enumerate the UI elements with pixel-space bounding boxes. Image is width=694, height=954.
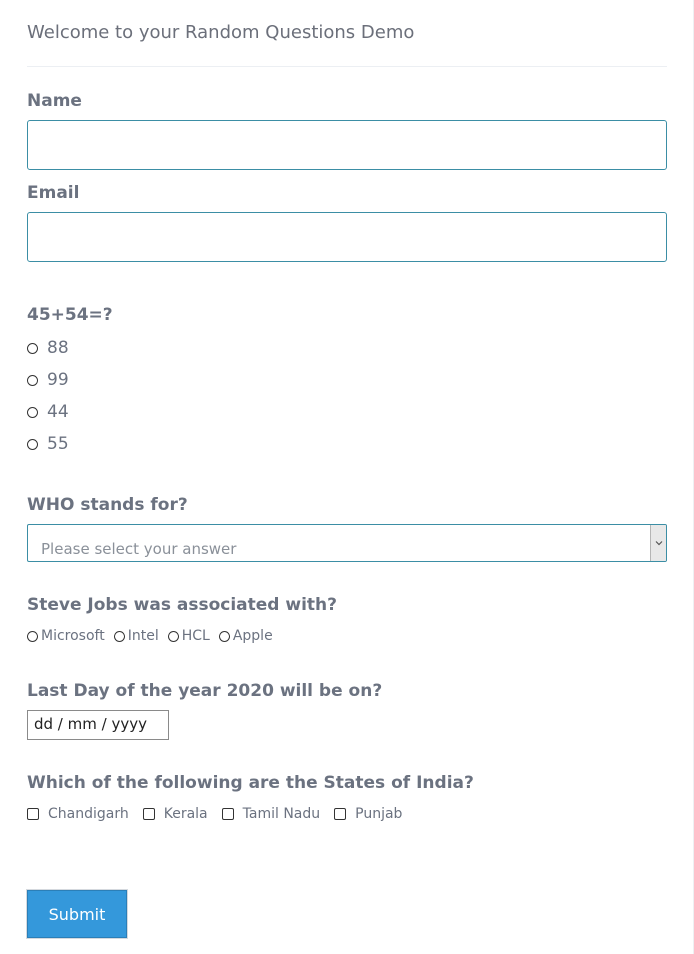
radio-button[interactable]: [27, 407, 38, 418]
page-title: Welcome to your Random Questions Demo: [27, 22, 415, 43]
who-answer-select[interactable]: [27, 524, 667, 562]
radio-button[interactable]: [27, 631, 38, 642]
states-option-kerala[interactable]: [143, 806, 208, 822]
checkbox[interactable]: [222, 808, 234, 820]
option-label: Apple: [232, 628, 273, 644]
email-input[interactable]: [27, 212, 667, 262]
radio-button[interactable]: [27, 439, 38, 450]
math-option-44[interactable]: [27, 402, 69, 422]
jobs-option-hcl[interactable]: [168, 628, 210, 644]
name-label: Name: [27, 91, 82, 111]
option-label: Kerala: [163, 806, 208, 822]
date-question-label: Last Day of the year 2020 will be on?: [27, 681, 383, 701]
radio-button[interactable]: [114, 631, 125, 642]
jobs-options: [27, 626, 282, 646]
option-label: 88: [47, 338, 69, 358]
states-option-punjab[interactable]: [334, 806, 402, 822]
title-divider: [27, 66, 667, 67]
option-label: 99: [47, 370, 69, 390]
name-input[interactable]: [27, 120, 667, 170]
math-option-99[interactable]: [27, 370, 69, 390]
states-question-label: Which of the following are the States of India?: [27, 773, 474, 793]
select-value: Please select your answer: [41, 540, 237, 558]
option-label: Microsoft: [41, 628, 105, 644]
jobs-question-label: Steve Jobs was associated with?: [27, 595, 337, 615]
option-label: 55: [47, 434, 69, 454]
checkbox[interactable]: [334, 808, 346, 820]
states-option-tamil-nadu[interactable]: [222, 806, 321, 822]
option-label: Tamil Nadu: [242, 806, 321, 822]
option-label: 44: [47, 402, 69, 422]
states-options: [27, 804, 416, 824]
jobs-option-microsoft[interactable]: [27, 628, 105, 644]
submit-button[interactable]: Submit: [27, 890, 127, 938]
states-option-chandigarh[interactable]: [27, 806, 129, 822]
radio-button[interactable]: [27, 343, 38, 354]
radio-button[interactable]: [168, 631, 179, 642]
date-input[interactable]: dd / mm / yyyy: [27, 710, 169, 740]
math-option-88[interactable]: [27, 338, 69, 358]
radio-button[interactable]: [27, 375, 38, 386]
radio-button[interactable]: [219, 631, 230, 642]
jobs-option-intel[interactable]: [114, 628, 159, 644]
option-label: Chandigarh: [48, 806, 129, 822]
who-question-label: WHO stands for?: [27, 495, 188, 515]
option-label: Intel: [127, 628, 159, 644]
checkbox[interactable]: [27, 808, 39, 820]
chevron-down-icon[interactable]: [650, 525, 666, 561]
option-label: Punjab: [355, 806, 403, 822]
email-label: Email: [27, 183, 80, 203]
math-question-label: 45+54=?: [27, 305, 113, 325]
jobs-option-apple[interactable]: [219, 628, 273, 644]
checkbox[interactable]: [143, 808, 155, 820]
math-option-55[interactable]: [27, 434, 69, 454]
option-label: HCL: [181, 628, 210, 644]
